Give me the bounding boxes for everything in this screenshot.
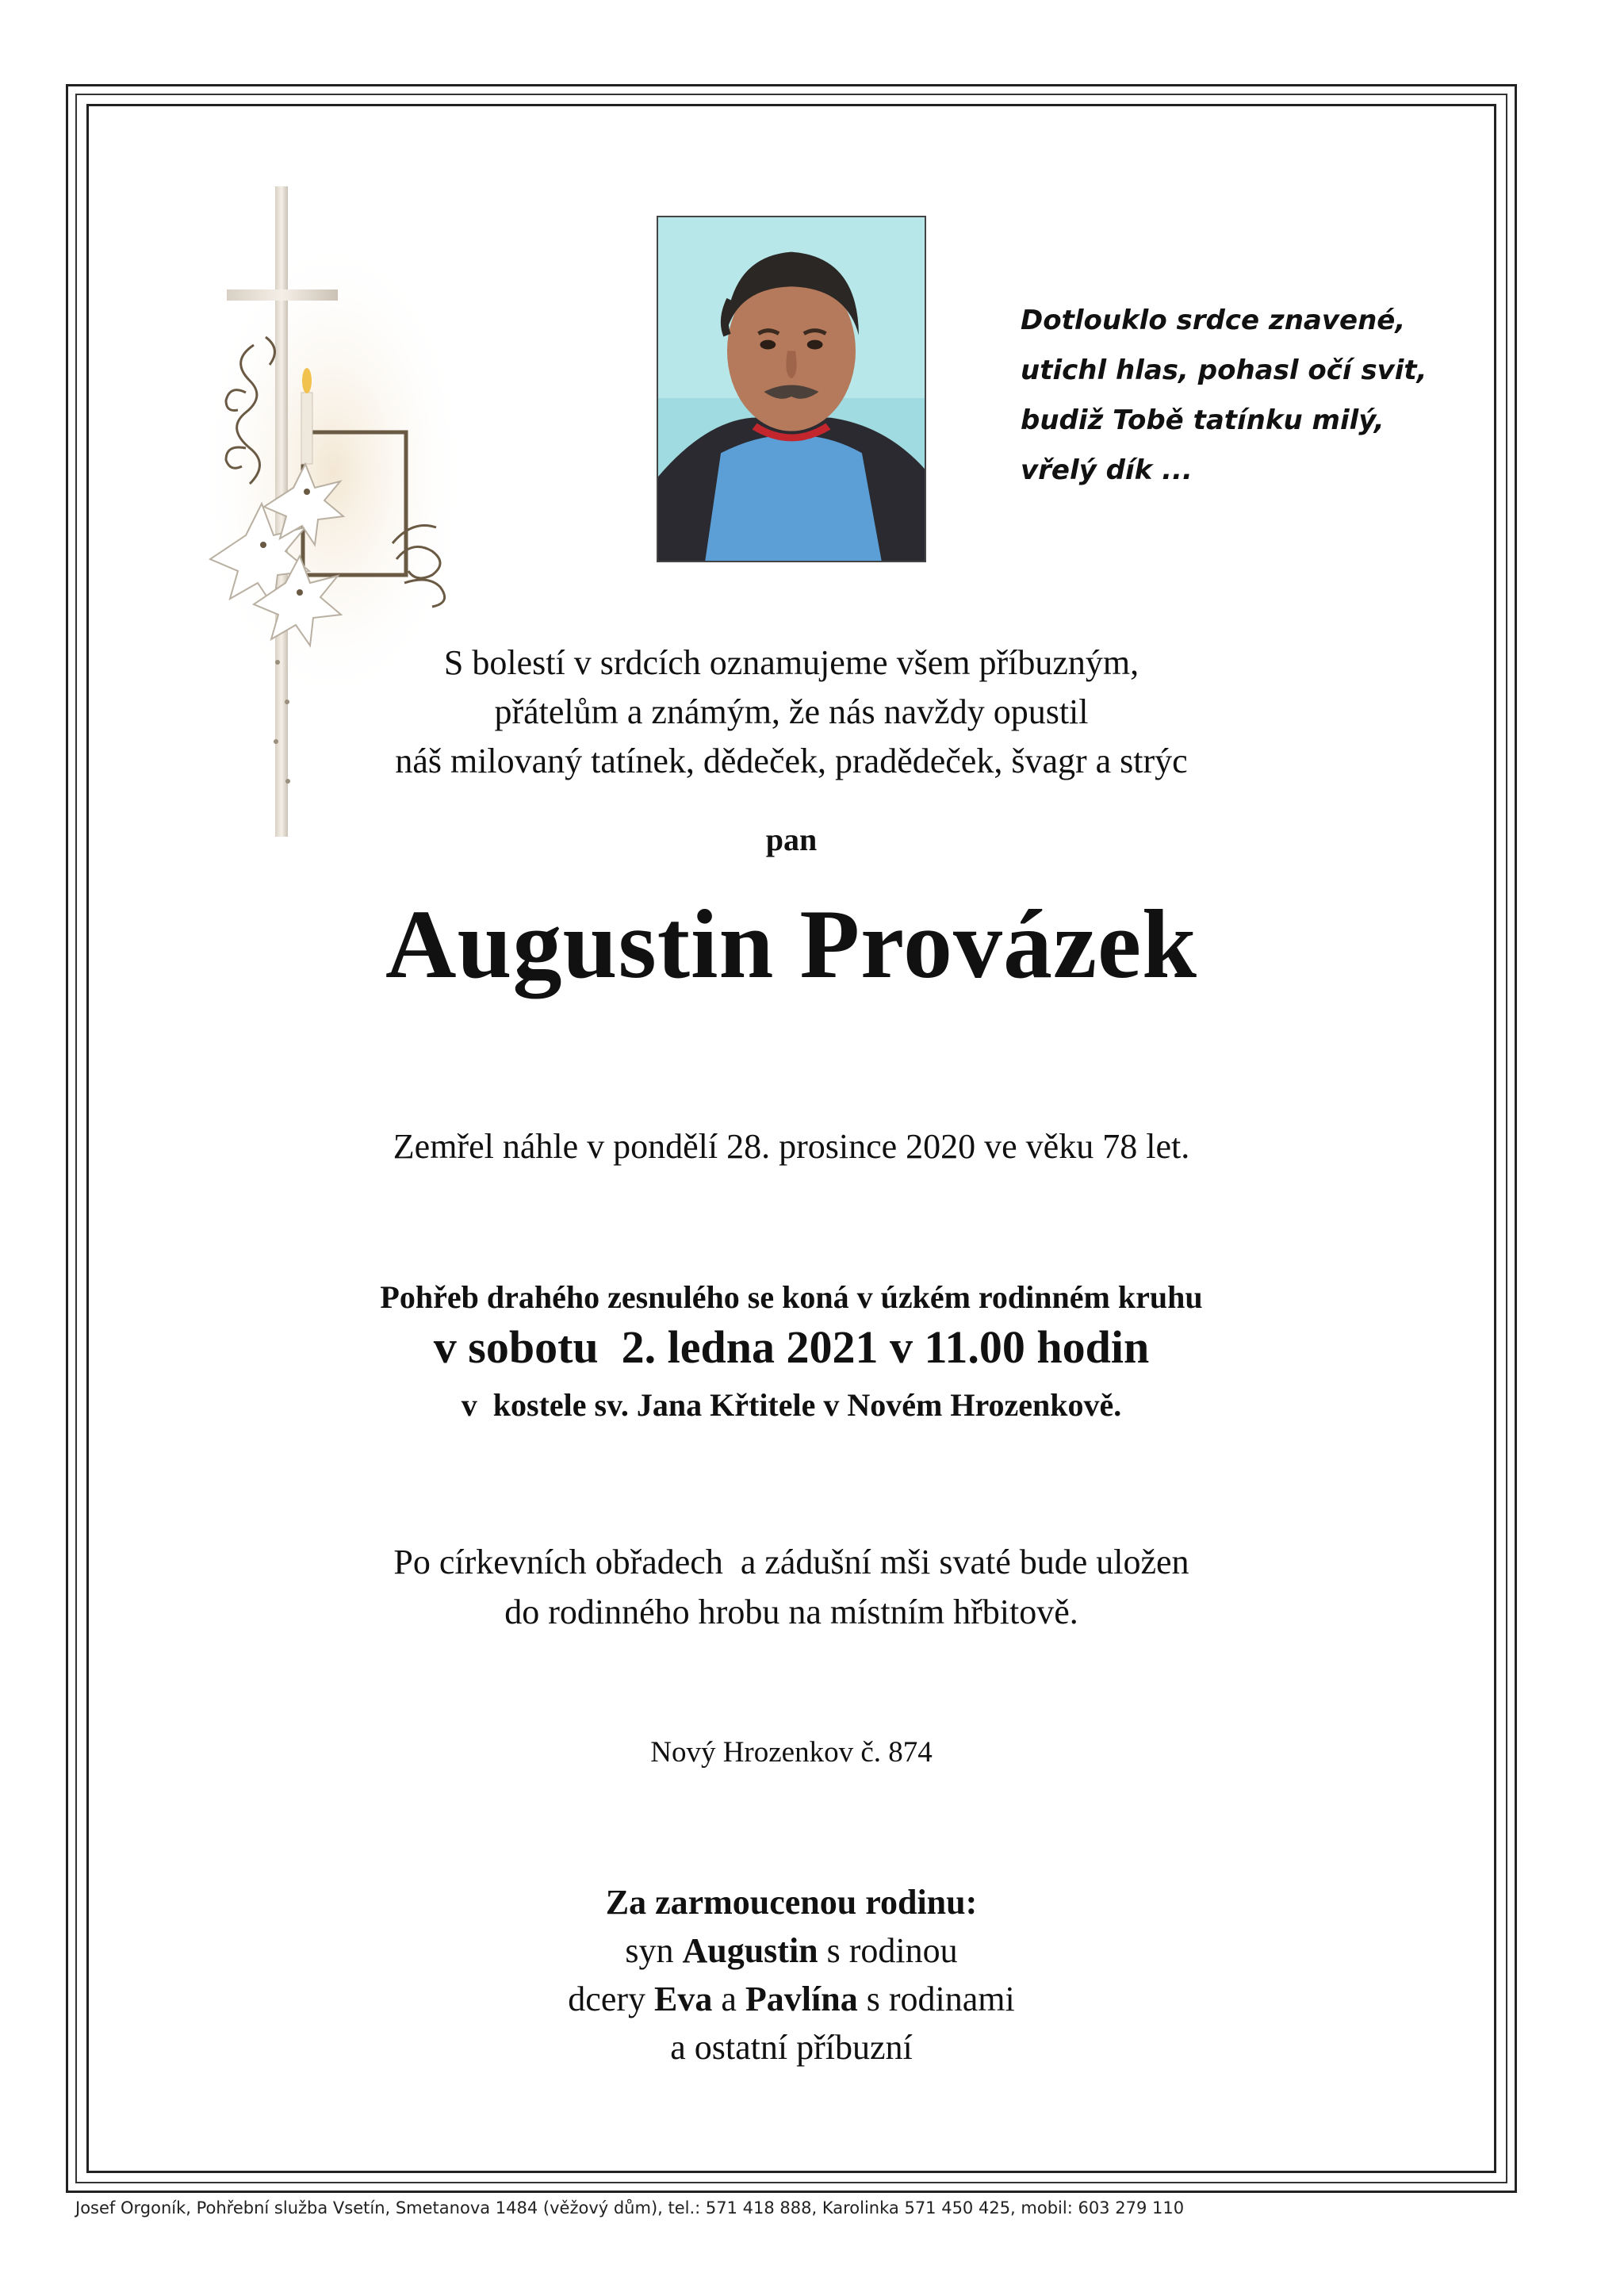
daughter-name-1: Eva (654, 1980, 713, 2018)
honorific: pan (765, 822, 818, 857)
son-prefix: syn (625, 1931, 674, 1970)
intro-line: S bolestí v srdcích oznamujeme všem příbuzným, (443, 643, 1139, 682)
deceased-name: Augustin Provázek (385, 890, 1197, 999)
funeral-service-footer: Josef Orgoník, Pohřební služba Vsetín, Smetanova 1484 (věžový dům), tel.: 571 418 888, Karolinka 571 450 425, mobil: 603 279 110 (75, 2198, 1185, 2217)
funeral-date-time: v sobotu 2. ledna 2021 v 11.00 hodin (433, 1321, 1150, 1373)
conjunction: a (721, 1980, 737, 2018)
daughter-name-2: Pavlína (745, 1980, 858, 2018)
daughters-suffix: s rodinami (866, 1980, 1015, 2018)
funeral-location: v kostele sv. Jana Křtitele v Novém Hrozenkově. (461, 1387, 1122, 1423)
daughters-prefix: dcery (568, 1980, 646, 2018)
portrait-photo (657, 216, 926, 562)
family-section (86, 1878, 1496, 2072)
family-others: a ostatní příbuzní (670, 2028, 913, 2067)
poem (1021, 296, 1465, 496)
poem-line: vřelý dík ... (1021, 454, 1193, 486)
death-notice: Zemřel náhle v pondělí 28. prosince 2020 ve věku 78 let. (393, 1127, 1190, 1166)
burial-line: Po církevních obřadech a zádušní mši svaté bude uložen (393, 1543, 1189, 1581)
family-daughters-line (86, 1975, 1496, 2023)
poem-line: utichl hlas, pohasl očí svit, (1021, 355, 1427, 386)
burial-text (86, 1537, 1496, 1637)
funeral-line-1: Pohřeb drahého zesnulého se koná v úzkém rodinném kruhu (380, 1279, 1203, 1315)
poem-line: Dotlouklo srdce znavené, (1021, 305, 1406, 336)
poem-line: budiž Tobě tatínku milý, (1021, 404, 1385, 436)
family-heading: Za zarmoucenou rodinu: (605, 1883, 978, 1922)
family-son-line (86, 1926, 1496, 1975)
son-name: Augustin (682, 1931, 818, 1970)
intro-line: náš milovaný tatínek, dědeček, pradědeček, švagr a strýc (395, 742, 1188, 780)
intro-text (86, 638, 1496, 786)
burial-line: do rodinného hrobu na místním hřbitově. (504, 1593, 1078, 1631)
intro-line: přátelům a známým, že nás navždy opustil (494, 692, 1089, 731)
son-suffix: s rodinou (826, 1931, 958, 1970)
address: Nový Hrozenkov č. 874 (650, 1736, 933, 1769)
